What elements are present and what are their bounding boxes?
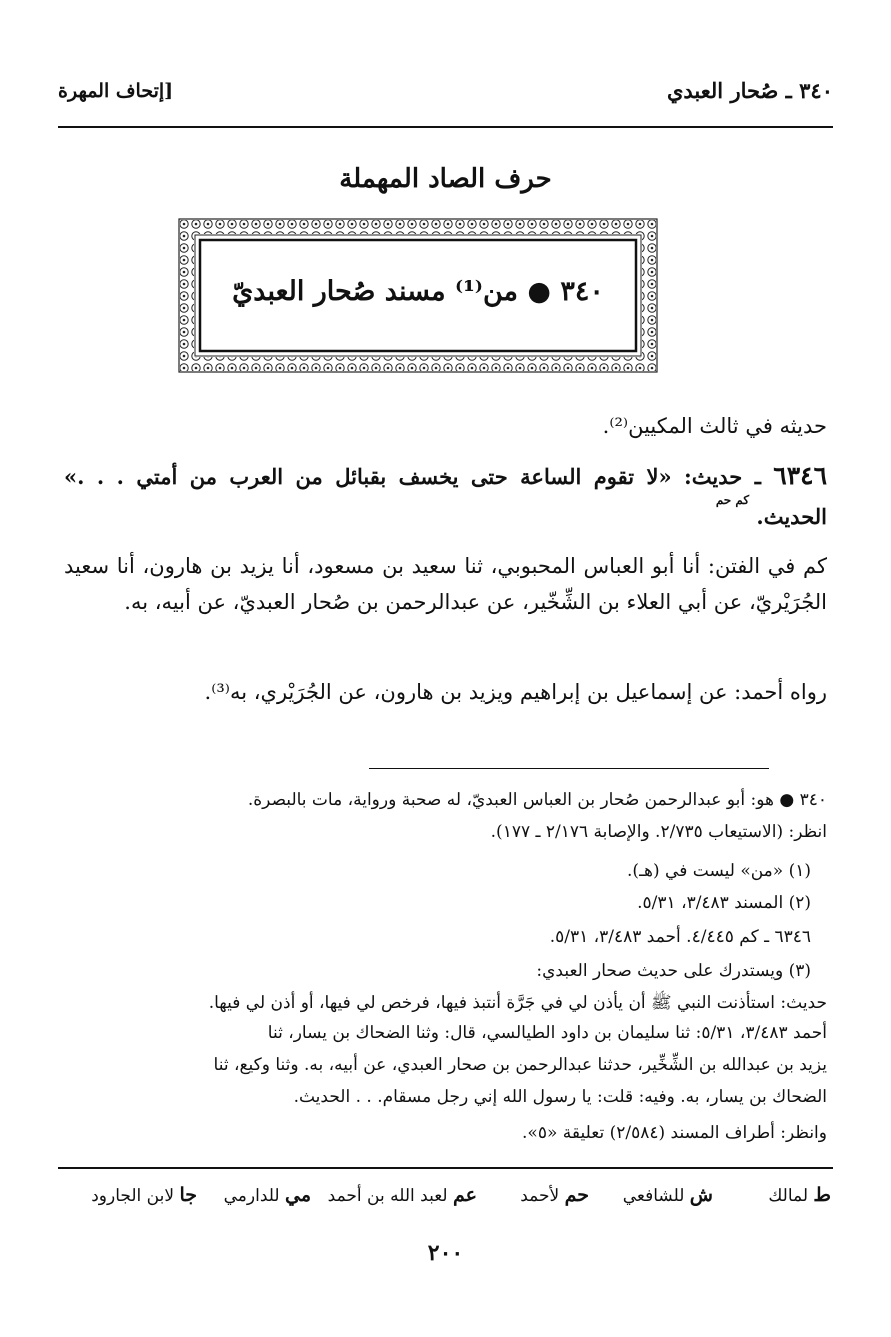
page-header xyxy=(58,78,833,112)
hadith-text: ـ حديث: «لا تقوم الساعة حتى يخسف بقبائل من العرب من أمتي . . .» الحديث. xyxy=(64,464,827,529)
intro-line: حديثه في ثالث المكيين⁽²⁾. xyxy=(602,414,827,438)
musnad-title: ٣٤٠ ● من⁽¹⁾ مسند صُحار العبديّ xyxy=(232,276,604,307)
footnote-3-see: وانظر: أطراف المسند (٢/٥٨٤) تعليقة «٥». xyxy=(522,1123,827,1143)
footnote-3-line-2: يزيد بن عبدالله بن الشِّخِّير، حدثنا عبدالرحمن بن صحار العبدي، عن أبيه، به. وثنا وكيع، ثنا xyxy=(213,1055,827,1075)
footnote-rule xyxy=(369,768,769,769)
legend-item: عم لعبد الله بن أحمد xyxy=(327,1184,477,1206)
ornamental-title-frame xyxy=(178,218,658,373)
footnote-3: (٣) ويستدرك على حديث صحار العبدي: xyxy=(536,961,811,981)
running-title: ٣٤٠ ـ صُحار العبدي xyxy=(666,78,833,103)
book-title: [إتحاف المهرة xyxy=(58,80,174,102)
hadith-heading xyxy=(64,456,827,540)
footnote-hadith-ref: ٦٣٤٦ ـ كم ٤/٤٤٥. أحمد ٣/٤٨٣، ٥/٣١. xyxy=(549,927,811,947)
footnote-bio: ٣٤٠ ● هو: أبو عبدالرحمن صُحار بن العباس العبديّ، له صحبة ورواية، مات بالبصرة. xyxy=(247,790,827,810)
hadith-source-marks: كم حم xyxy=(715,493,750,507)
page-number: ٢٠٠ xyxy=(427,1240,464,1266)
legend-item: ط لمالك xyxy=(768,1184,831,1206)
footnote-1: (١) «من» ليست في (هـ). xyxy=(627,861,811,881)
abbreviation-legend xyxy=(60,1184,831,1218)
legend-item: جا لابن الجارود xyxy=(91,1184,197,1206)
footnote-3-line-3: الضحاك بن يسار، به. وفيه: قلت: يا رسول الله إني رجل مسقام. . . الحديث. xyxy=(293,1087,827,1107)
footnote-see: انظر: (الاستيعاب ٢/٧٣٥. والإصابة ٢/١٧٦ ـ ١٧٧). xyxy=(490,822,827,842)
header-rule xyxy=(58,126,833,128)
footnote-3-hadith: حديث: استأذنت النبي ﷺ أن يأذن لي في جَرَّة أنتبذ فيها، فرخص لي فيها، أو أذن لي فيها. xyxy=(208,993,827,1013)
legend-rule xyxy=(58,1167,833,1169)
section-title: حرف الصاد المهملة xyxy=(339,164,552,194)
footnote-3-line-1: أحمد ٣/٤٨٣، ٥/٣١: ثنا سليمان بن داود الطيالسي، قال: وثنا الضحاك بن يسار، ثنا xyxy=(267,1023,827,1043)
isnad-paragraph: كم في الفتن: أنا أبو العباس المحبوبي، ثنا سعيد بن مسعود، أنا يزيد بن هارون، أنا سعيد الجُرَيْريّ، عن أبي العلاء بن الشِّخّير، عن عبدالرحمن بن صُحار العبديّ، عن أبيه، به. xyxy=(64,554,827,614)
riwaya-paragraph: رواه أحمد: عن إسماعيل بن إبراهيم ويزيد بن هارون، عن الجُرَيْري، به⁽³⁾. xyxy=(204,680,827,704)
hadith-number: ٦٣٤٦ xyxy=(773,461,827,490)
legend-item: مي للدارمي xyxy=(223,1184,311,1206)
footnote-2: (٢) المسند ٣/٤٨٣، ٥/٣١. xyxy=(637,893,811,913)
legend-item: ش للشافعي xyxy=(622,1184,713,1206)
legend-item: حم لأحمد xyxy=(520,1184,589,1206)
